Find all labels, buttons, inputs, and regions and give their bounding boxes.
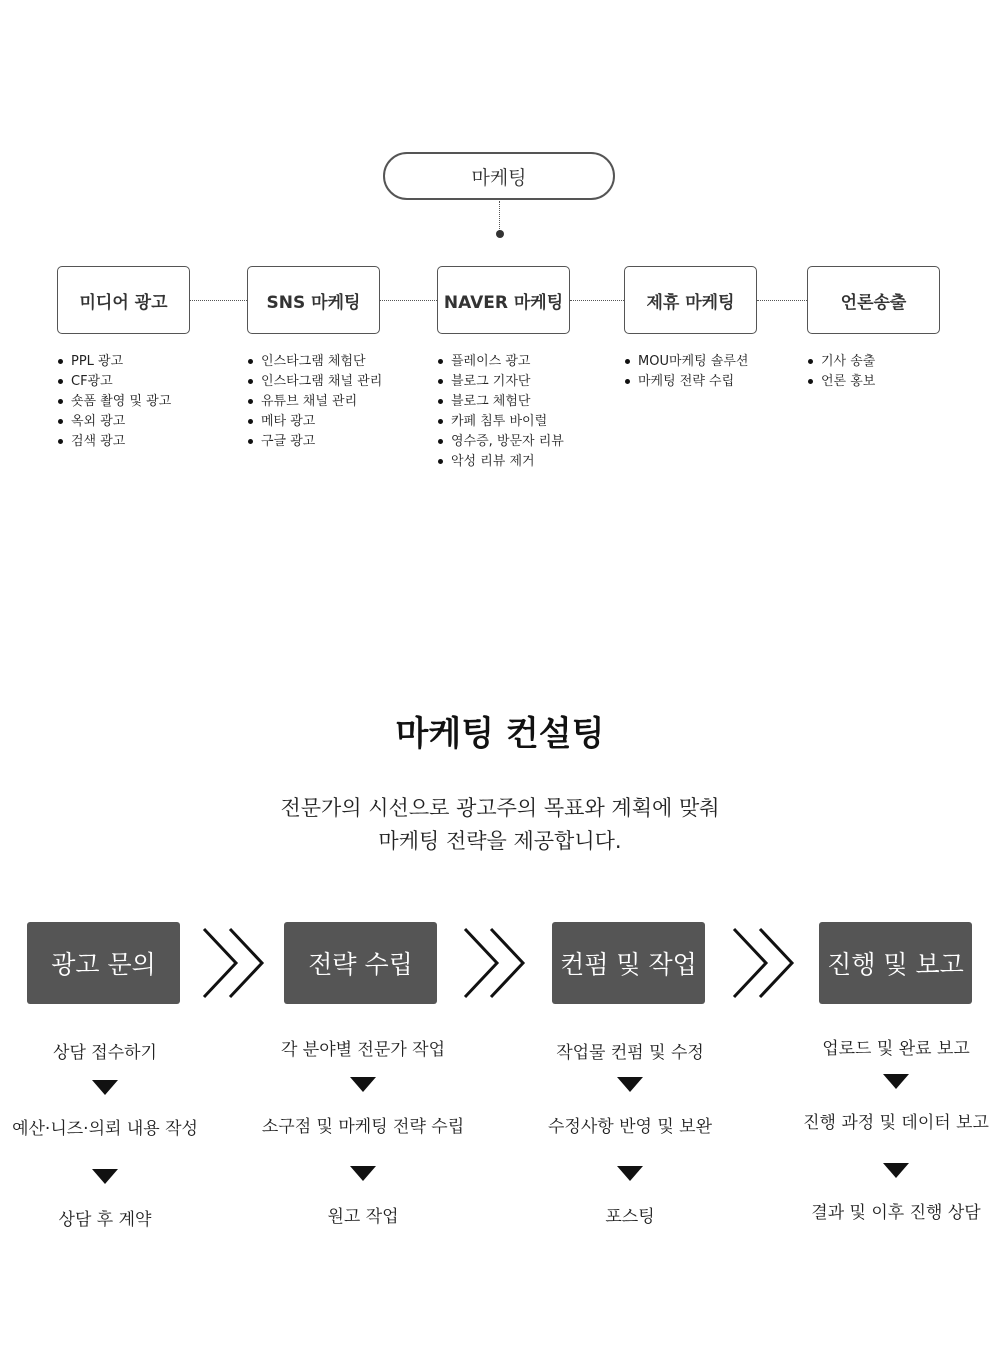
list-item: 기사 송출 [807,352,875,372]
category-media-ad: 미디어 광고 [57,266,190,334]
root-connector-dot [496,230,504,238]
list-item: 언론 홍보 [807,372,875,392]
list-item: 구글 광고 [247,432,382,452]
list-item: 블로그 체험단 [437,392,564,412]
category-naver-marketing: NAVER 마케팅 [437,266,570,334]
down-triangle-icon [350,1077,376,1092]
down-triangle-icon [883,1163,909,1178]
root-connector-line [499,201,500,233]
down-triangle-icon [92,1080,118,1095]
list-item: 카페 침투 바이럴 [437,412,564,432]
step-box-inquiry: 광고 문의 [27,922,180,1004]
double-chevron-right-icon [462,926,528,1000]
list-item: 메타 광고 [247,412,382,432]
down-triangle-icon [350,1166,376,1181]
list-item: 영수증, 방문자 리뷰 [437,432,564,452]
flow-text: 진행 과정 및 데이터 보고 [803,1113,989,1133]
flow-text: 예산·니즈·의뢰 내용 작성 [12,1119,198,1139]
flow-text: 원고 작업 [327,1207,399,1227]
flow-text: 소구점 및 마케팅 전략 수립 [261,1117,465,1137]
flow-text: 수정사항 반영 및 보완 [547,1117,712,1137]
connector-line-2 [380,300,437,301]
description-line-2: 마케팅 전략을 제공합니다. [378,829,622,853]
list-item: 악성 리뷰 제거 [437,452,564,472]
step-box-progress-report: 진행 및 보고 [819,922,972,1004]
down-triangle-icon [92,1169,118,1184]
list-item: 마케팅 전략 수립 [624,372,748,392]
list-item: MOU마케팅 솔루션 [624,352,748,372]
down-triangle-icon [617,1077,643,1092]
list-item: 플레이스 광고 [437,352,564,372]
down-triangle-icon [883,1074,909,1089]
partnership-marketing-list [624,352,748,392]
section-description [0,792,1000,858]
step-box-confirm-work: 컨펌 및 작업 [552,922,705,1004]
flow-text: 각 분야별 전문가 작업 [280,1040,445,1060]
media-ad-list [57,352,171,452]
list-item: 블로그 기자단 [437,372,564,392]
step-box-strategy: 전략 수립 [284,922,437,1004]
connector-line-4 [757,300,807,301]
flow-text: 상담 접수하기 [53,1043,157,1063]
flow-text: 포스팅 [605,1207,655,1227]
double-chevron-right-icon [731,926,797,1000]
naver-marketing-list [437,352,564,472]
list-item: 인스타그램 채널 관리 [247,372,382,392]
down-triangle-icon [617,1166,643,1181]
list-item: 옥외 광고 [57,412,171,432]
list-item: 검색 광고 [57,432,171,452]
category-press-release: 언론송출 [807,266,940,334]
press-release-list [807,352,875,392]
category-sns-marketing: SNS 마케팅 [247,266,380,334]
flow-text: 작업물 컨펌 및 수정 [556,1043,704,1063]
connector-line-1 [190,300,247,301]
description-line-1: 전문가의 시선으로 광고주의 목표와 계획에 맞춰 [280,796,720,820]
list-item: PPL 광고 [57,352,171,372]
category-partnership-marketing: 제휴 마케팅 [624,266,757,334]
flow-text: 상담 후 계약 [58,1210,152,1230]
root-node-marketing: 마케팅 [383,152,615,200]
list-item: CF광고 [57,372,171,392]
flow-text: 업로드 및 완료 보고 [822,1039,970,1059]
sns-marketing-list [247,352,382,452]
double-chevron-right-icon [201,926,267,1000]
list-item: 숏폼 촬영 및 광고 [57,392,171,412]
section-title: 마케팅 컨설팅 [395,714,605,754]
connector-line-3 [570,300,624,301]
list-item: 인스타그램 체험단 [247,352,382,372]
list-item: 유튜브 채널 관리 [247,392,382,412]
flow-text: 결과 및 이후 진행 상담 [811,1203,981,1223]
